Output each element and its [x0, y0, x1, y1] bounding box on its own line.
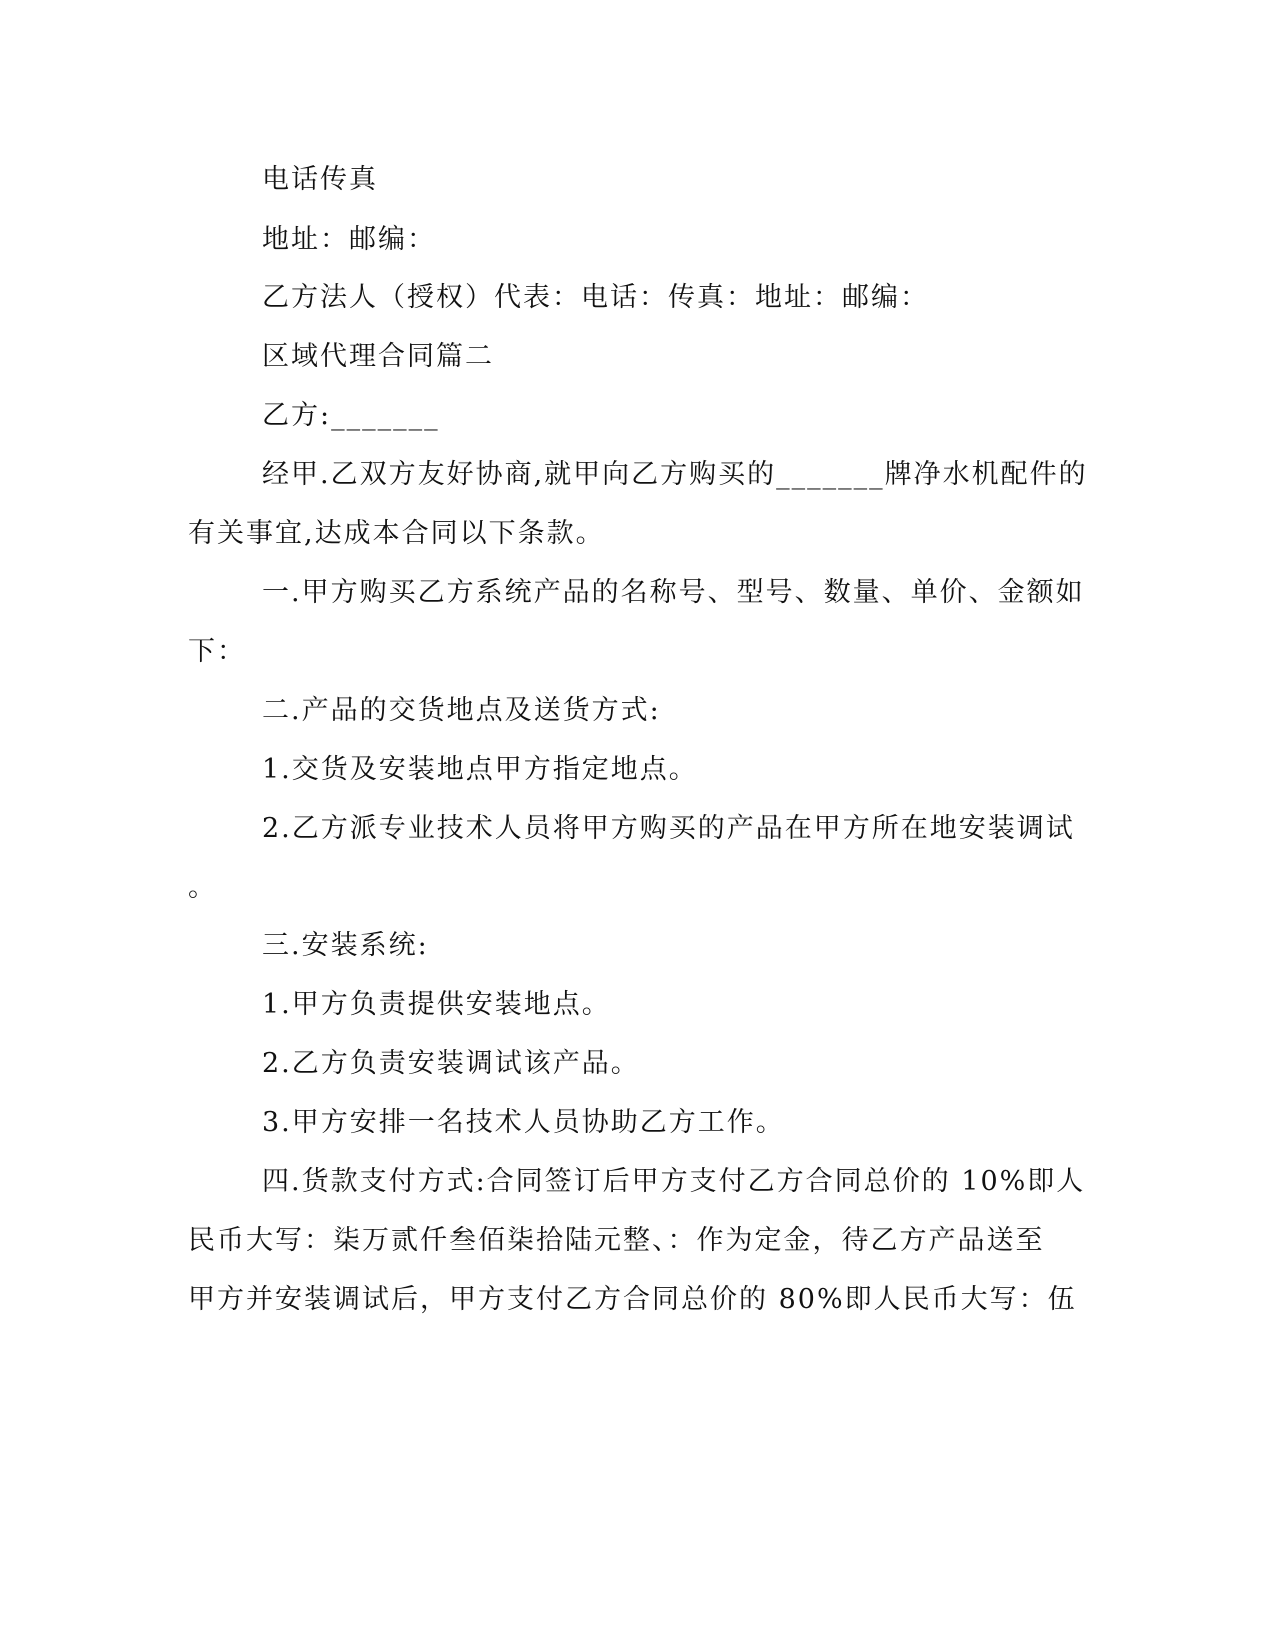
- clause-item: 3.甲方安排一名技术人员协助乙方工作。: [262, 1107, 785, 1138]
- text-line: 电话传真: [262, 164, 378, 195]
- text-line: 乙方:_______: [262, 400, 440, 431]
- clause-item: 1.甲方负责提供安装地点。: [262, 989, 611, 1020]
- paragraph-line: 一.甲方购买乙方系统产品的名称号、型号、数量、单价、金额如: [262, 577, 1085, 608]
- clause-heading: 三.安装系统:: [262, 930, 429, 961]
- clause-heading: 二.产品的交货地点及送货方式:: [262, 695, 661, 726]
- clause-item: 2.乙方派专业技术人员将甲方购买的产品在甲方所在地安装调试: [262, 813, 1075, 844]
- paragraph-line: 四.货款支付方式:合同签订后甲方支付乙方合同总价的 10%即人: [262, 1166, 1086, 1197]
- paragraph-line: 经甲.乙双方友好协商,就甲向乙方购买的_______牌净水机配件的: [262, 459, 1088, 490]
- paragraph-line: 甲方并安装调试后，甲方支付乙方合同总价的 80%即人民币大写：伍: [188, 1284, 1077, 1315]
- paragraph-line: 民币大写：柒万贰仟叁佰柒拾陆元整、：作为定金，待乙方产品送至: [188, 1225, 1045, 1256]
- paragraph-line: 有关事宜,达成本合同以下条款。: [188, 518, 605, 549]
- paragraph-line: 下：: [188, 636, 246, 667]
- clause-item: 。: [188, 872, 217, 903]
- text-line: 地址：邮编：: [262, 224, 436, 255]
- section-heading: 区域代理合同篇二: [262, 341, 494, 372]
- clause-item: 1.交货及安装地点甲方指定地点。: [262, 754, 698, 785]
- text-line: 乙方法人（授权）代表：电话：传真：地址：邮编：: [262, 282, 929, 313]
- clause-item: 2.乙方负责安装调试该产品。: [262, 1048, 640, 1079]
